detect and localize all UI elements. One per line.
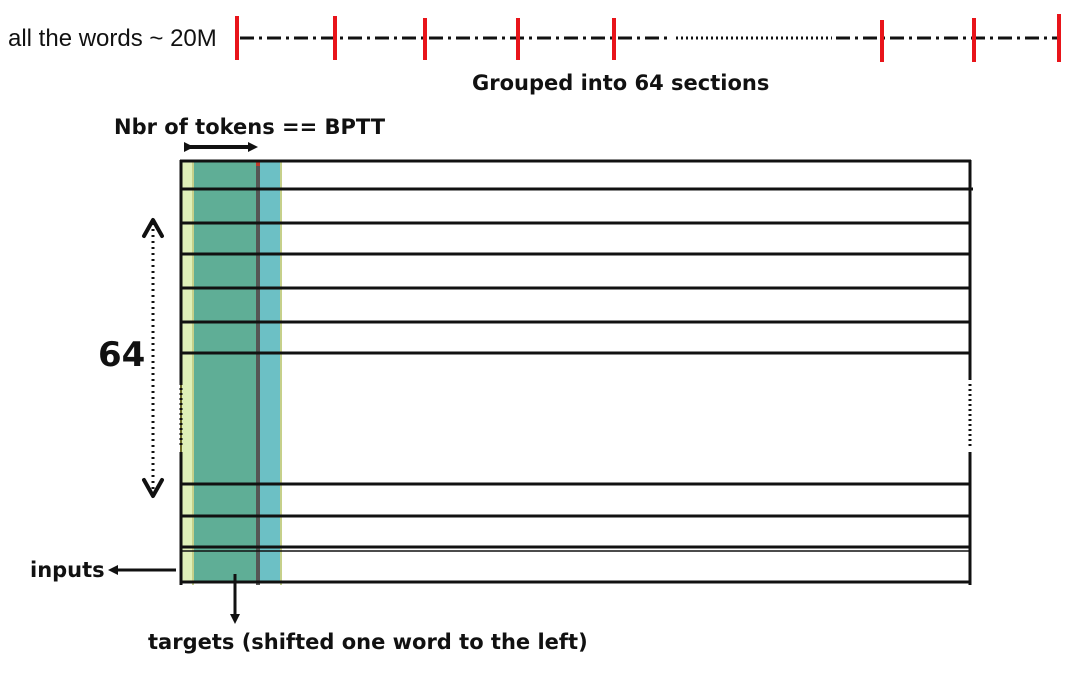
rows-arrow-top	[144, 220, 162, 236]
bptt-label: Nbr of tokens == BPTT	[114, 115, 386, 139]
inputs-label: inputs	[30, 558, 105, 582]
all-words-label: all the words ~ 20M	[8, 25, 217, 52]
rows-count-label: 64	[98, 335, 146, 375]
grouped-caption: Grouped into 64 sections	[472, 71, 770, 95]
targets-label: targets (shifted one word to the left)	[148, 630, 588, 654]
batch-grid	[180, 160, 973, 585]
